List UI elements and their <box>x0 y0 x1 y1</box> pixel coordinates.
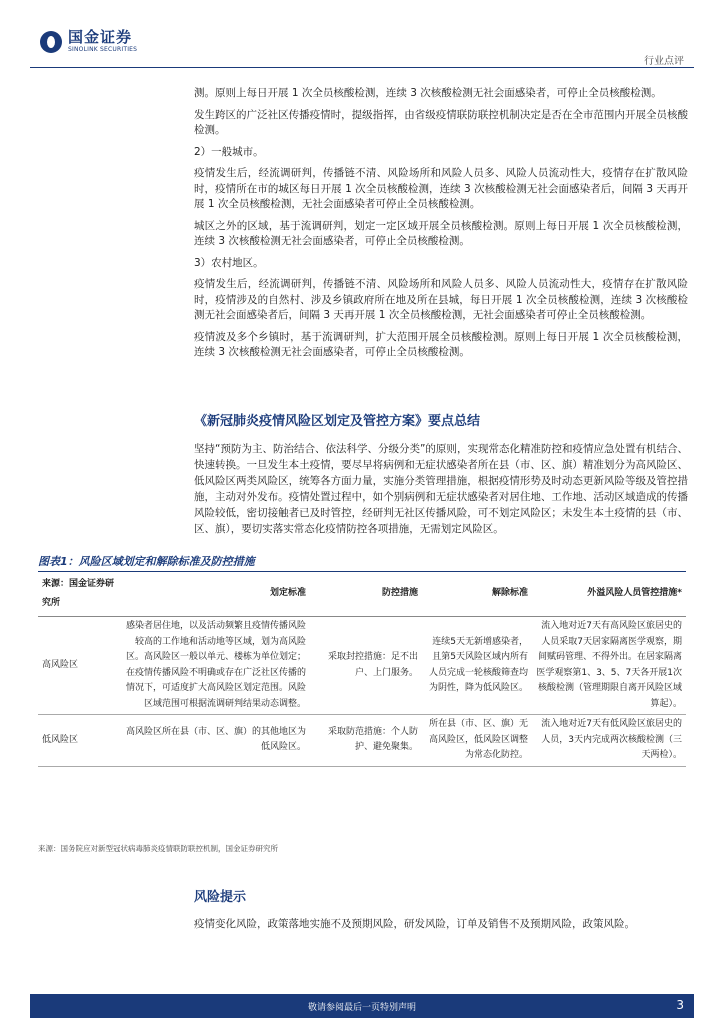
brand-name-cn: 国金证券 <box>68 28 133 46</box>
footer-disclaimer: 敬请参阅最后一页特别声明 <box>307 1003 416 1013</box>
paragraph: 测。原则上每日开展 1 次全员核酸检测，连续 3 次核酸检测无社会面感染者，可停止全员核酸检测。 <box>194 87 662 99</box>
figure-source-label: 来源：国金证券研究所 <box>42 579 115 608</box>
page-number: 3 <box>676 998 684 1012</box>
header-cell-release: 解除标准 <box>422 572 532 617</box>
footer-bar <box>30 994 694 1018</box>
table-row <box>38 617 686 715</box>
header-divider <box>30 67 694 68</box>
cell-spillover: 流入地对近7天有低风险区旅居史的人员，3天内完成两次核酸检测（三天两检）。 <box>532 715 686 767</box>
section-summary: 坚持“预防为主、防治结合、依法科学、分级分类”的原则，实现常态化精准防控和疫情应急处置有机结合、快速转换。一旦发生本土疫情，要尽早将病例和无症状感染者所在县（市、区、旗）精准划分为高风险区、低风险区两类风险区，统筹各方面力量，实施分类管理措施，根据疫情形势及时动态更新风险等级及管控措施，主动对外发布。疫情处置过程中，如个别病例和无症状感染者对居住地、工作地、活动区域造成的传播风险较低，密切接触者已及时管控，经研判无社区传播风险，可不划定风险区；未发生本土疫情的县（市、区、旗），要切实落实常态化疫情防控各项措施，无需划定风险区。 <box>194 443 688 535</box>
paragraph: 3）农村地区。 <box>194 256 264 269</box>
cell-spillover: 流入地对近7天有高风险区旅居史的人员采取7天居家隔离医学观察，期间赋码管理、不得外出。在居家隔离医学观察第1、3、5、7天各开展1次核酸检测（管理期限自离开风险区域算起）。 <box>532 617 686 715</box>
cell-release: 所在县（市、区、旗）无高风险区，低风险区调整为常态化防控。 <box>422 715 532 767</box>
risk-text: 疫情变化风险，政策落地实施不及预期风险，研发风险，订单及销售不及预期风险，政策风险。 <box>194 918 635 930</box>
cell-criteria: 感染者居住地，以及活动频繁且疫情传播风险较高的工作地和活动地等区域，划为高风险区。高风险区一般以单元、楼栋为单位划定；在疫情传播风险不明确或存在广泛社区传播的情况下，可适度扩大高风险区划定范围。风险区域范围可根据流调研判结果动态调整。 <box>122 617 310 715</box>
report-type: 行业点评 <box>644 56 684 67</box>
header-cell-spillover: 外溢风险人员管控措施* <box>532 572 686 617</box>
brand-name-en: SINOLINK SECURITIES <box>68 46 138 53</box>
section-title: 《新冠肺炎疫情风险区划定及管控方案》要点总结 <box>194 414 481 429</box>
table-row <box>38 715 686 767</box>
cell-criteria: 高风险区所在县（市、区、旗）的其他地区为低风险区。 <box>122 715 310 767</box>
sinolink-logo-icon <box>40 31 62 53</box>
paragraph: 疫情发生后，经流调研判，传播链不清、风险场所和风险人员多、风险人员流动性大，疫情存在扩散风险时，疫情涉及的自然村、涉及乡镇政府所在地及所在县城，每日开展 1 次全员核酸检测，连续 3 次核酸检测无社会面感染者后，间隔 3 天再开展 1 次全员核酸检测，无社会面感染者可停止全员核酸检测。 <box>194 278 688 321</box>
paragraph: 城区之外的区域，基于流调研判，划定一定区域开展全员核酸检测。原则上每日开展 1 次全员核酸检测，连续 3 次核酸检测无社会面感染者，可停止全员核酸检测。 <box>194 219 688 247</box>
figure-footnote: 来源：国务院应对新型冠状病毒肺炎疫情联防联控机制，国金证券研究所 <box>38 844 278 853</box>
paragraph: 发生跨区的广泛社区传播疫情时，提级指挥，由省级疫情联防联控机制决定是否在全市范围内开展全员核酸检测。 <box>194 108 688 136</box>
body-text <box>194 86 688 367</box>
paragraph: 2）一般城市。 <box>194 145 264 158</box>
brand-logo <box>40 30 137 53</box>
header-cell-criteria: 划定标准 <box>122 572 310 617</box>
cell-area: 高风险区 <box>38 617 122 715</box>
table-header-row <box>38 572 686 617</box>
header-cell-area <box>38 572 122 617</box>
cell-release: 连续5天无新增感染者，且第5天风险区域内所有人员完成一轮核酸筛查均为阴性，降为低风险区。 <box>422 617 532 715</box>
figure-title: 图表1：风险区域划定和解除标准及防控措施 <box>38 553 686 572</box>
paragraph: 疫情发生后，经流调研判，传播链不清、风险场所和风险人员多、风险人员流动性大，疫情存在扩散风险时，疫情所在市的城区每日开展 1 次全员核酸检测，连续 3 次核酸检测无社会面感染者后，间隔 3 天再开展 1 次全员核酸检测，无社会面感染者可停止全员核酸检测。 <box>194 167 688 210</box>
cell-area: 低风险区 <box>38 715 122 767</box>
cell-measures: 采取封控措施：足不出户、上门服务。 <box>310 617 422 715</box>
header-cell-measures: 防控措施 <box>310 572 422 617</box>
cell-measures: 采取防范措施：个人防护、避免聚集。 <box>310 715 422 767</box>
risk-area-table <box>38 572 686 767</box>
risk-title: 风险提示 <box>194 890 247 905</box>
paragraph: 疫情波及多个乡镇时，基于流调研判，扩大范围开展全员核酸检测。原则上每日开展 1 次全员核酸检测，连续 3 次核酸检测无社会面感染者，可停止全员核酸检测。 <box>194 330 688 358</box>
